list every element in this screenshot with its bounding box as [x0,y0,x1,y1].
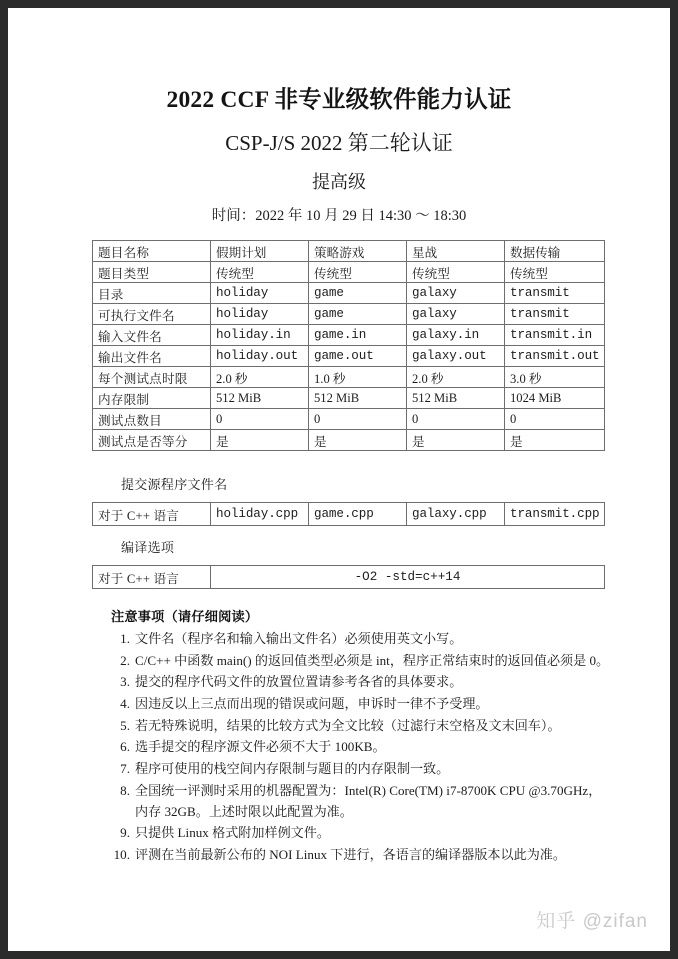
table-row [93,304,605,325]
spec-row-label: 测试点数目 [93,409,211,430]
spec-cell: 1.0 秒 [309,367,407,388]
note-item [111,823,611,844]
table-row [93,388,605,409]
spec-row-label: 每个测试点时限 [93,367,211,388]
spec-cell: 1024 MiB [505,388,605,409]
spec-cell: 星战 [407,241,505,262]
note-item-text: 选手提交的程序源文件必须不大于 100KB。 [135,739,386,755]
spec-cell: 传统型 [309,262,407,283]
spec-cell: 传统型 [211,262,309,283]
document-page [8,8,670,951]
table-row [93,283,605,304]
page-subtitle: CSP-J/S 2022 第二轮认证 [225,131,453,156]
spec-cell: 0 [211,409,309,430]
spec-cell: 是 [211,430,309,451]
spec-cell: 512 MiB [407,388,505,409]
note-item-number: 4. [120,696,130,712]
spec-cell: holiday [211,283,309,304]
source-files-caption: 提交源程序文件名 [121,477,228,492]
spec-cell: galaxy [407,283,505,304]
spec-cell: 策略游戏 [309,241,407,262]
note-item-text: 提交的程序代码文件的放置位置请参考各省的具体要求。 [135,674,463,690]
note-item-text: C/C++ 中函数 main() 的返回值类型必须是 int，程序正常结束时的返回值必须是 0。 [135,652,610,668]
spec-row-label: 目录 [93,283,211,304]
note-item [111,716,611,737]
source-files-row-label: 对于 C++ 语言 [93,503,211,526]
page-title: 2022 CCF 非专业级软件能力认证 [166,87,512,113]
note-item-number: 8. [120,782,130,798]
note-item-text: 程序可使用的栈空间内存限制与题目的内存限制一致。 [135,761,450,777]
spec-row-label: 题目类型 [93,262,211,283]
table-row [93,346,605,367]
spec-cell: 是 [407,430,505,451]
note-item-number: 10. [113,846,130,862]
note-item-text: 若无特殊说明，结果的比较方式为全文比较（过滤行末空格及文末回车）。 [135,717,561,733]
spec-cell: galaxy [407,304,505,325]
source-file-cell: transmit.cpp [505,503,605,526]
note-item-number: 5. [120,717,130,733]
spec-cell: transmit [505,304,605,325]
compile-options-row-label: 对于 C++ 语言 [93,566,211,589]
notes-title: 注意事项（请仔细阅读） [111,609,259,624]
note-item [111,759,611,780]
spec-cell: 2.0 秒 [407,367,505,388]
spec-cell: game.out [309,346,407,367]
spec-cell: 2.0 秒 [211,367,309,388]
note-item-text: 只提供 Linux 格式附加样例文件。 [135,825,330,841]
note-item-number: 2. [120,652,130,668]
spec-row-label: 输出文件名 [93,346,211,367]
watermark: 知乎 @zifan [536,911,648,932]
table-row [93,262,605,283]
spec-row-label: 输入文件名 [93,325,211,346]
spec-cell: 0 [309,409,407,430]
note-item [111,737,611,758]
spec-cell: holiday [211,304,309,325]
spec-row-label: 测试点是否等分 [93,430,211,451]
spec-cell: 512 MiB [309,388,407,409]
spec-cell: transmit [505,283,605,304]
spec-cell: galaxy.out [407,346,505,367]
compile-options-caption: 编译选项 [121,540,175,555]
exam-level: 提高级 [312,172,366,193]
table-row [93,325,605,346]
source-files-table [92,502,605,526]
table-row [93,409,605,430]
note-item [111,694,611,715]
spec-cell: 传统型 [505,262,605,283]
spec-cell: game [309,283,407,304]
notes-section [111,606,611,867]
spec-cell: 是 [309,430,407,451]
note-item-text: 文件名（程序名和输入输出文件名）必须使用英文小写。 [135,631,463,646]
spec-cell: 3.0 秒 [505,367,605,388]
problem-spec-table-body [93,241,605,451]
note-item [111,629,611,650]
spec-cell: holiday.out [211,346,309,367]
note-item-text: 评测在当前最新公布的 NOI Linux 下进行，各语言的编译器版本以此为准。 [135,846,566,862]
source-file-cell: holiday.cpp [211,503,309,526]
table-row [93,430,605,451]
spec-cell: 0 [407,409,505,430]
source-file-cell: galaxy.cpp [407,503,505,526]
spec-cell: 512 MiB [211,388,309,409]
exam-time: 时间：2022 年 10 月 29 日 14:30 ～ 18:30 [211,207,467,224]
note-item-number: 7. [120,761,130,777]
note-item-number: 6. [120,739,130,755]
problem-spec-table [92,240,605,451]
spec-cell: 假期计划 [211,241,309,262]
compile-options-table [92,565,605,589]
spec-cell: game.in [309,325,407,346]
spec-cell: galaxy.in [407,325,505,346]
spec-row-label: 可执行文件名 [93,304,211,325]
note-item-text: 因违反以上三点而出现的错误或问题，申诉时一律不予受理。 [135,696,489,712]
notes-list [111,629,611,866]
note-item-number: 1. [120,631,130,646]
compile-options-value: -O2 -std=c++14 [211,566,605,589]
spec-cell: 数据传输 [505,241,605,262]
spec-cell: 0 [505,409,605,430]
note-item-number: 9. [120,825,130,841]
spec-cell: transmit.in [505,325,605,346]
spec-cell: holiday.in [211,325,309,346]
spec-row-label: 题目名称 [93,241,211,262]
note-item [111,781,611,822]
spec-cell: 是 [505,430,605,451]
note-item-text: 全国统一评测时采用的机器配置为：Intel(R) Core(TM) i7-8700K CPU @3.70GHz，内存 32GB。上述时限以此配置为准。 [135,782,602,819]
note-item [111,845,611,866]
spec-cell: 传统型 [407,262,505,283]
table-row [93,566,605,589]
note-item [111,672,611,693]
source-file-cell: game.cpp [309,503,407,526]
note-item [111,651,611,672]
spec-cell: transmit.out [505,346,605,367]
spec-cell: game [309,304,407,325]
table-row [93,367,605,388]
spec-row-label: 内存限制 [93,388,211,409]
note-item-number: 3. [120,674,130,690]
table-row [93,503,605,526]
table-row [93,241,605,262]
